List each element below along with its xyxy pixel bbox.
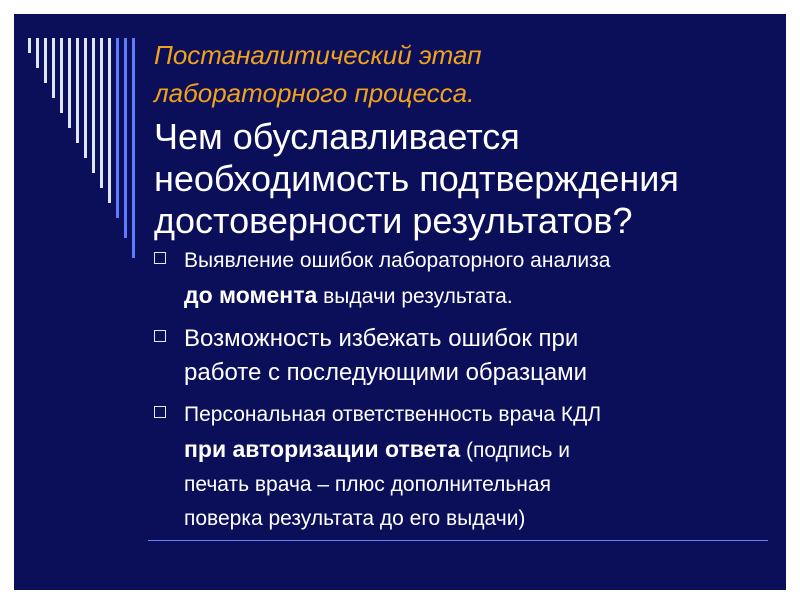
bullet-emphasis: до момента bbox=[184, 282, 318, 308]
stripe bbox=[92, 38, 95, 173]
bullet-text: печать врача – плюс дополнительная bbox=[184, 473, 551, 496]
stripe bbox=[52, 38, 55, 98]
bullet-text: выдачи результата. bbox=[323, 285, 513, 308]
title-line-3: достоверности результатов? bbox=[154, 200, 633, 241]
stripe bbox=[100, 38, 103, 188]
bullet-item bbox=[150, 398, 780, 536]
stripe bbox=[132, 38, 135, 258]
footer-divider bbox=[148, 540, 768, 541]
slide bbox=[14, 14, 786, 590]
bullet-list bbox=[150, 244, 780, 544]
stripe bbox=[108, 38, 111, 203]
title-line-1: Чем обуславливается bbox=[154, 116, 520, 157]
stripe bbox=[36, 38, 39, 68]
bullet-text: Персональная ответственность врача КДЛ bbox=[184, 403, 602, 426]
stripe bbox=[84, 38, 87, 158]
decorative-stripes bbox=[20, 38, 140, 278]
subtitle-line-1: Постаналитический этап bbox=[154, 40, 482, 70]
bullet-text: Возможность избежать ошибок при bbox=[184, 325, 579, 352]
square-bullet-icon bbox=[154, 330, 166, 342]
stripe bbox=[28, 38, 31, 53]
subtitle-line-2: лабораторного процесса. bbox=[154, 78, 475, 108]
stripe bbox=[44, 38, 47, 83]
bullet-item bbox=[150, 322, 780, 390]
stripe bbox=[60, 38, 63, 113]
stripe bbox=[116, 38, 119, 218]
bullet-item bbox=[150, 244, 780, 314]
bullet-text: Выявление ошибок лабораторного анализа bbox=[184, 249, 611, 272]
square-bullet-icon bbox=[154, 252, 166, 264]
bullet-text: работе с последующими образцами bbox=[184, 359, 588, 386]
stripe bbox=[76, 38, 79, 143]
square-bullet-icon bbox=[154, 406, 166, 418]
slide-title bbox=[154, 116, 774, 242]
title-block bbox=[154, 36, 774, 242]
title-line-2: необходимость подтверждения bbox=[154, 158, 679, 199]
bullet-emphasis: при авторизации ответа bbox=[184, 436, 461, 462]
slide-subtitle bbox=[154, 36, 774, 112]
stripe bbox=[124, 38, 127, 238]
bullet-text: (подпись и bbox=[466, 439, 570, 462]
bullet-text: поверка результата до его выдачи) bbox=[184, 507, 526, 530]
stripe bbox=[68, 38, 71, 128]
